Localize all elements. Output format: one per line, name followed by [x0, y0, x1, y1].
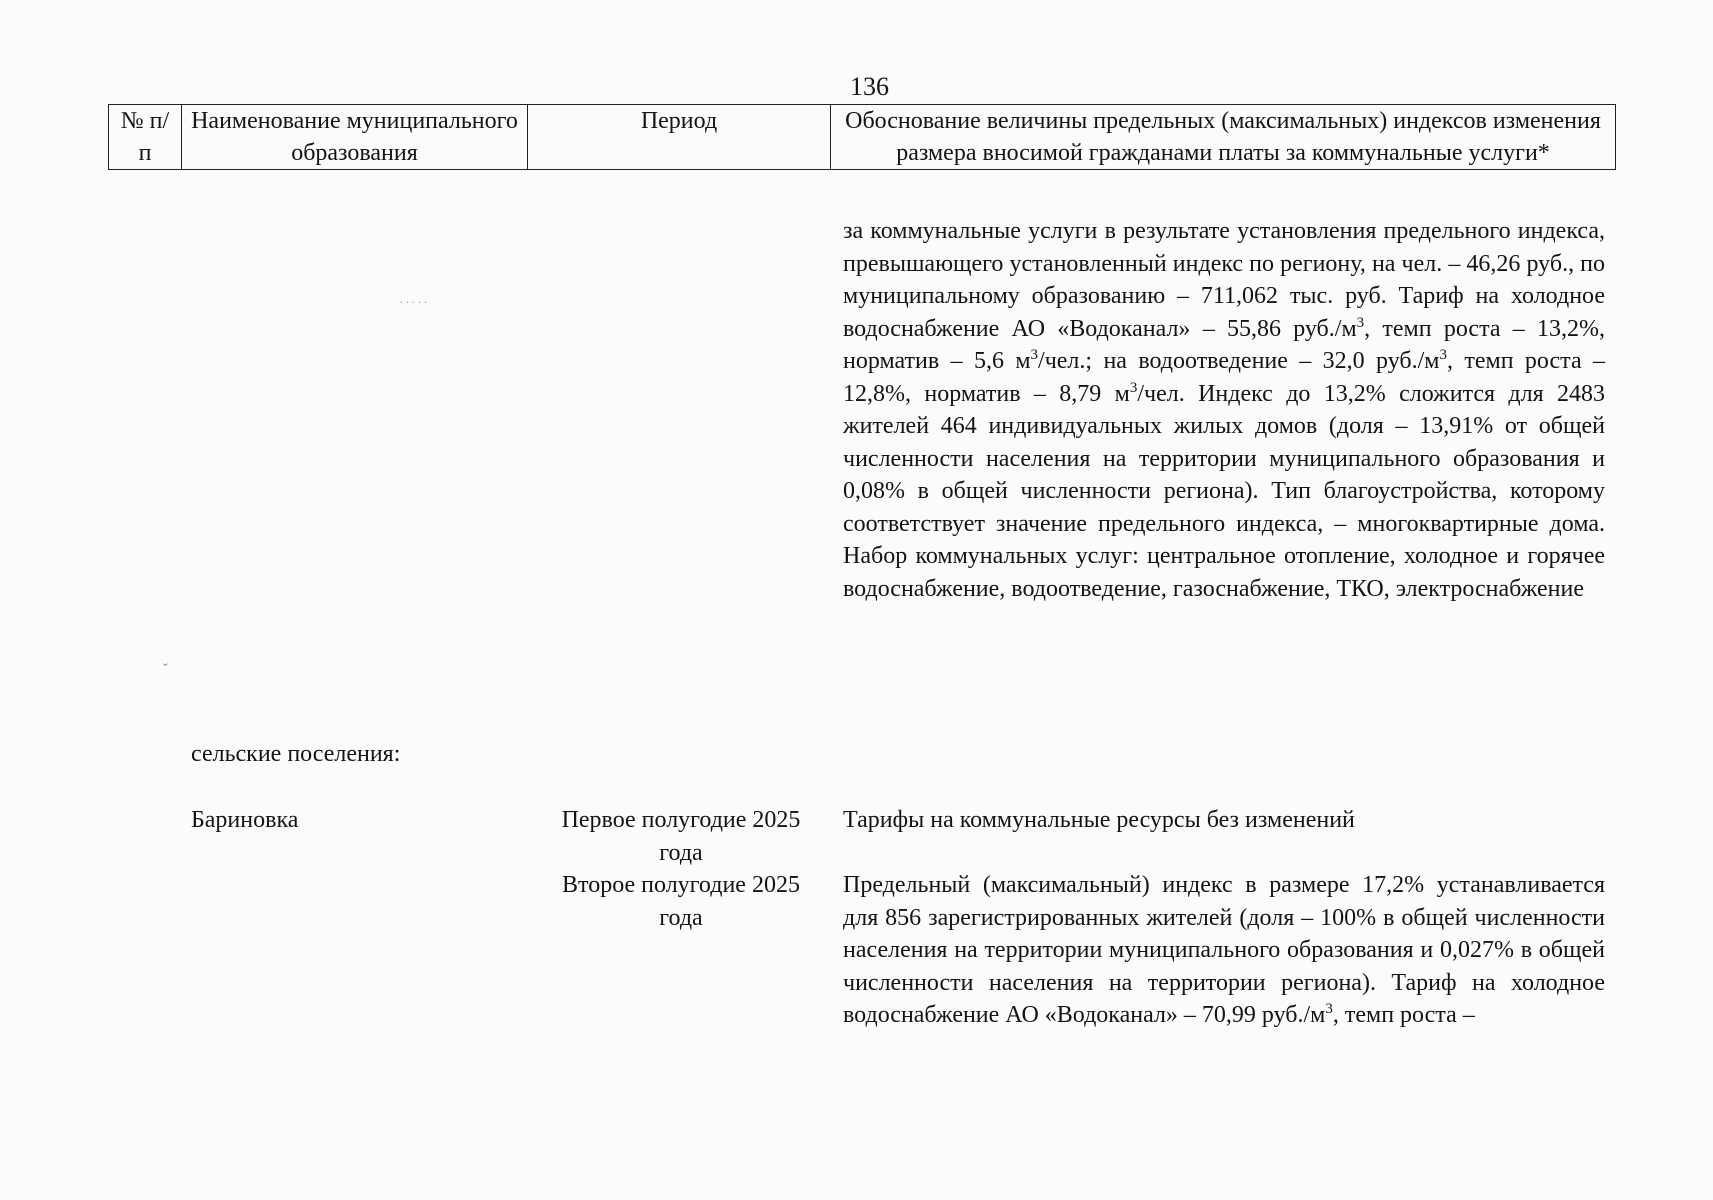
section-label: сельские поселения:	[191, 741, 401, 767]
header-row	[109, 105, 1616, 170]
header-justification: Обоснование величины предельных (максимальных) индексов изменения размера вносимой гражданами платы за коммунальные услуги*	[831, 105, 1616, 170]
header-period: Период	[528, 105, 831, 170]
period-second-half: Второе полугодие 2025 года	[562, 872, 800, 931]
scan-artifact-mark: ˇ	[163, 662, 168, 677]
continuation-justification: за коммунальные услуги в результате установления предельного индекса, превышающего установленный индекс по региону, на чел. – 46,26 руб., по муниципальному образованию – 711,062 тыс. руб. Тариф на холодное водоснабжение АО «Водоканал» – 55,86 $руб./м^3$, темп роста – 13,2%, норматив – 5,6 $м^3$/чел.; на водоотведение – 32,0 $руб./м^3$, темп роста – 12,8%, норматив – 8,79 $м^3$/чел. Индекс до 13,2% сложится для 2483 жителей 464 индивидуальных жилых домов (доля – 13,91% от общей численности населения на территории муниципального образования и 0,08% в общей численности региона). Тип благоустройства, которому соответствует значение предельного индекса, – многоквартирные дома. Набор коммунальных услуг: центральное отопление, холодное и горячее водоснабжение, водоотведение, газоснабжение, ТКО, электроснабжение	[843, 218, 1605, 602]
justification-second-half: Предельный (максимальный) индекс в размере 17,2% устанавливается для 856 зарегистрированных жителей (доля – 100% в общей численности населения на территории муниципального образования и 0,027% в общей численности населения на территории региона). Тариф на холодное водоснабжение АО «Водоканал» – 70,99 $руб./м^3$, темп роста –	[843, 872, 1605, 1028]
header-municipality: Наименование муниципального образования	[182, 105, 528, 170]
period-first-half: Первое полугодие 2025 года	[561, 807, 801, 866]
page-number: 136	[850, 72, 889, 101]
justification-first-half: Тарифы на коммунальные ресурсы без изменений	[843, 807, 1355, 833]
scan-artifact: .....	[400, 292, 430, 306]
header-number: № п/п	[109, 105, 182, 170]
municipality-name: Бариновка	[191, 807, 299, 833]
table-header	[108, 104, 1616, 170]
